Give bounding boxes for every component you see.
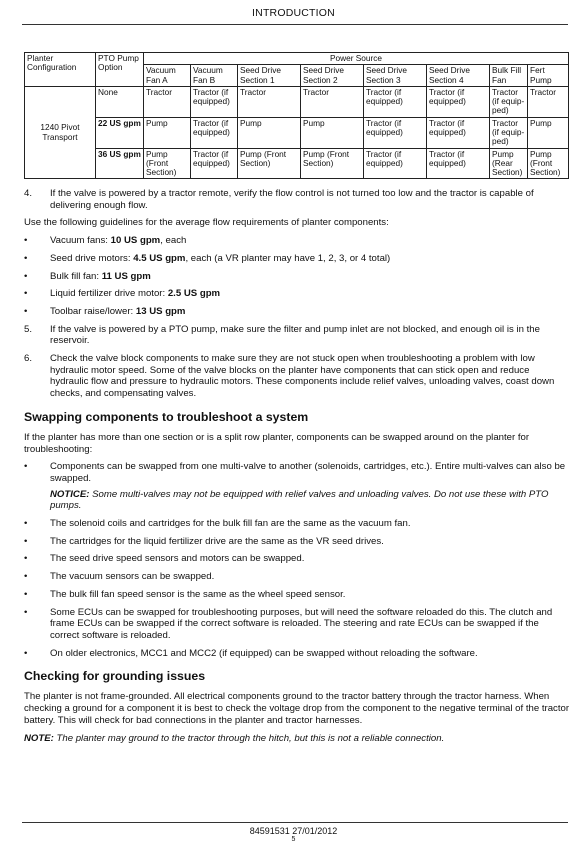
note-label: NOTE:: [24, 732, 54, 744]
flow-value: 13 US gpm: [135, 305, 186, 317]
numbered-step-6: [24, 353, 570, 400]
col-header-planter-config: Planter Configuration: [25, 53, 96, 87]
flow-label: Vacuum fans:: [50, 235, 108, 247]
table-row: [25, 117, 569, 148]
bullet-icon: •: [24, 553, 28, 565]
step-text: Check the valve block components to make sure they are not stuck open when troubleshooting a problem with low hydraulic motor speed. Some of the valve blocks on the planter have components that can stick open and reduce hydraulic flow and pressure to hydraulic motors. These components include relief valves, unloading valves, coast down checks, and compensating valves.: [50, 353, 555, 400]
table-cell: Tractor (if equipped): [191, 117, 238, 148]
bullet-icon: •: [24, 252, 28, 264]
list-item: [24, 607, 570, 642]
table-cell: Tractor (if equipped): [364, 148, 427, 179]
list-item-text: The solenoid coils and cartridges for the bulk fill fan are the same as the vacuum fan.: [50, 518, 411, 530]
note-text: The planter may ground to the tractor through the hitch, but this is not a reliable connection.: [53, 732, 445, 744]
bullet-icon: •: [24, 535, 28, 547]
bullet-icon: •: [24, 606, 28, 618]
table-row: [25, 86, 569, 117]
swapping-list: [24, 461, 570, 484]
bullet-icon: •: [24, 647, 28, 659]
table-cell: Pump: [528, 117, 569, 148]
col-header-seed-drive-1: Seed Drive Section 1: [238, 65, 301, 87]
page-body: [24, 188, 570, 744]
col-header-seed-drive-2: Seed Drive Section 2: [301, 65, 364, 87]
footer-divider: [22, 822, 568, 823]
header-divider: [22, 24, 568, 25]
bullet-icon: •: [24, 270, 28, 282]
flow-value: 10 US gpm: [110, 235, 161, 247]
table-cell: Pump: [301, 117, 364, 148]
flow-label: Seed drive motors:: [50, 252, 131, 264]
table-cell: Pump (Rear Section): [490, 148, 528, 179]
table-cell: Tractor (if equipped): [364, 86, 427, 117]
flow-rest: , each: [160, 235, 187, 247]
bullet-icon: •: [24, 571, 28, 583]
list-item: [24, 253, 570, 265]
numbered-step-4: [24, 188, 570, 211]
flow-value: 11 US gpm: [101, 270, 151, 282]
table-cell: Pump (Front Section): [144, 148, 191, 179]
col-header-seed-drive-3: Seed Drive Section 3: [364, 65, 427, 87]
bullet-icon: •: [24, 461, 28, 473]
swapping-intro: If the planter has more than one section or is a split row planter, components can be swapped around on the planter for troubleshooting:: [24, 431, 530, 455]
col-header-vacuum-fan-b: Vacuum Fan B: [191, 65, 238, 87]
pto-option-cell: None: [96, 86, 144, 117]
list-item: [24, 271, 570, 283]
table-cell: Tractor (if equipped): [427, 86, 490, 117]
power-source-table: [24, 52, 569, 179]
list-item-text: The vacuum sensors can be swapped.: [50, 571, 215, 583]
table-cell: Tractor (if equip-ped): [490, 117, 528, 148]
footer-document-code: 84591531 27/01/2012: [249, 826, 338, 836]
step-number: 6.: [24, 353, 33, 365]
section-heading-grounding: Checking for grounding issues: [24, 669, 206, 684]
list-item: [24, 235, 570, 247]
list-item: [24, 306, 570, 318]
table-cell: Tractor (if equipped): [191, 86, 238, 117]
table-cell: Pump: [144, 117, 191, 148]
list-item: [24, 518, 570, 530]
bullet-icon: •: [24, 588, 28, 600]
table-cell: Pump (Front Section): [301, 148, 364, 179]
notice-text: Some multi-valves may not be equipped with relief valves and unloading valves. Do not use these with PTO pumps.: [50, 488, 549, 512]
bullet-icon: •: [24, 288, 28, 300]
list-item: [24, 589, 570, 601]
flow-label: Liquid fertilizer drive motor:: [50, 288, 166, 300]
table-cell: Tractor: [301, 86, 364, 117]
table-cell: Tractor (if equipped): [427, 117, 490, 148]
table-cell: Tractor: [144, 86, 191, 117]
bullet-icon: •: [24, 518, 28, 530]
table-cell: Tractor (if equip-ped): [490, 86, 528, 117]
list-item: [24, 553, 570, 565]
list-item-text: On older electronics, MCC1 and MCC2 (if equipped) can be swapped without reloading the software.: [50, 647, 478, 659]
step-number: 5.: [24, 323, 33, 335]
list-item-text: The seed drive speed sensors and motors can be swapped.: [50, 553, 305, 565]
list-item: [24, 461, 570, 484]
col-header-vacuum-fan-a: Vacuum Fan A: [144, 65, 191, 87]
power-source-header: Power Source: [144, 53, 569, 65]
table-cell: Pump (Front Section): [528, 148, 569, 179]
list-item: [24, 536, 570, 548]
grounding-paragraph: The planter is not frame-grounded. All electrical components ground to the tractor battery through the tractor harness. When checking a ground for a component it is best to check the voltage drop from the component to the negative terminal of the tractor battery. This will check for bad connections in the planter and tractor harnesses.: [24, 691, 570, 726]
col-header-seed-drive-4: Seed Drive Section 4: [427, 65, 490, 87]
list-item-text: The bulk fill fan speed sensor is the same as the wheel speed sensor.: [50, 588, 346, 600]
list-item: [24, 288, 570, 300]
flow-label: Toolbar raise/lower:: [50, 305, 134, 317]
swapping-list-continued: [24, 518, 570, 659]
note-callout: [24, 733, 570, 745]
numbered-step-5: [24, 324, 570, 347]
bullet-icon: •: [24, 235, 28, 247]
table-row: [25, 148, 569, 179]
planter-config-cell: 1240 Pivot Transport: [25, 86, 96, 179]
list-item: [24, 571, 570, 583]
section-heading-swapping: Swapping components to troubleshoot a system: [24, 409, 309, 424]
table-cell: Tractor: [238, 86, 301, 117]
notice-label: NOTICE:: [50, 488, 90, 500]
bullet-icon: •: [24, 305, 28, 317]
step-text: If the valve is powered by a PTO pump, make sure the filter and pump inlet are not blocked, and enough oil is in the reservoir.: [50, 323, 540, 347]
footer-page-number: 5: [291, 836, 296, 843]
col-header-bulk-fill-fan: Bulk Fill Fan: [490, 65, 528, 87]
flow-label: Bulk fill fan:: [50, 270, 100, 282]
list-item-text: The cartridges for the liquid fertilizer drive are the same as the VR seed drives.: [50, 535, 384, 547]
flow-requirements-list: [24, 235, 570, 318]
table-cell: Pump (Front Section): [238, 148, 301, 179]
table-cell: Tractor (if equipped): [191, 148, 238, 179]
col-header-fert-pump: Fert Pump: [528, 65, 569, 87]
flow-rest: , each (a VR planter may have 1, 2, 3, or 4 total): [185, 252, 391, 264]
flow-value: 4.5 US gpm: [133, 252, 186, 264]
notice-callout: [50, 489, 570, 512]
list-item-text: Components can be swapped from one multi-valve to another (solenoids, cartridges, etc.). Entire multi-valves can also be swapped.: [50, 461, 566, 484]
step-number: 4.: [24, 188, 33, 199]
table-cell: Pump: [238, 117, 301, 148]
pto-option-cell: 36 US gpm: [96, 148, 144, 179]
col-header-pto-option: PTO Pump Option: [96, 53, 144, 87]
list-item: [24, 648, 570, 660]
pto-option-cell: 22 US gpm: [96, 117, 144, 148]
table-cell: Tractor (if equipped): [427, 148, 490, 179]
table-header-row-1: [25, 53, 569, 65]
page-header-title: INTRODUCTION: [252, 7, 335, 19]
table-cell: Tractor: [528, 86, 569, 117]
flow-guidelines-intro: Use the following guidelines for the average flow requirements of planter components:: [24, 217, 389, 229]
flow-value: 2.5 US gpm: [167, 288, 221, 300]
table-cell: Tractor (if equipped): [364, 117, 427, 148]
step-text: If the valve is powered by a tractor remote, verify the flow control is not turned too low and the tractor is capable of delivering enough flow.: [50, 188, 534, 211]
list-item-text: Some ECUs can be swapped for troubleshooting purposes, but will need the software reloaded do this. The clutch and frame ECUs can be swapped if the correct software is reloaded. The steering and rate ECUs can be swapped if the correct software is reloaded.: [50, 606, 553, 641]
